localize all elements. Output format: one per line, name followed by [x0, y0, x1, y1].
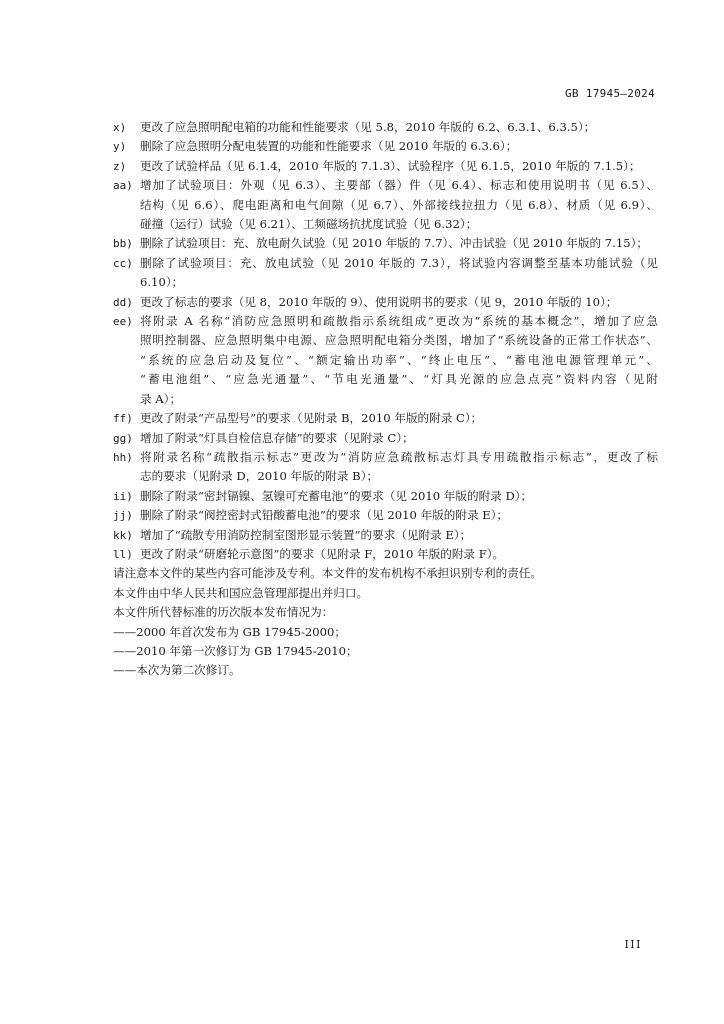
change-item-text: [140, 545, 658, 564]
change-item-line: 删除了附录“阀控密封式铅酸蓄电池”的要求（见 2010 年版的附录 E）；: [140, 508, 509, 523]
change-item-line: 更改了应急照明配电箱的功能和性能要求（见 5.8，2010 年版的 6.2、6.3.1、6.3.5）；: [140, 120, 596, 134]
change-item-text: [140, 506, 658, 525]
change-item: [113, 448, 658, 487]
change-item-label: kk): [113, 528, 133, 542]
change-item-text: [140, 157, 658, 176]
change-item-line: 增加了附录“灯具自检信息存储”的要求（见附录 C）；: [140, 430, 414, 445]
change-item-text: [140, 137, 658, 156]
change-item-text: [140, 448, 658, 487]
change-item-line: 删除了试验项目：充、放电耐久试验（见 2010 年版的 7.7）、冲击试验（见 2010 年版的 7.15）；: [140, 236, 648, 251]
change-item-text: [140, 312, 658, 409]
change-item-text: [140, 176, 658, 234]
change-item: [113, 545, 658, 564]
change-item-line: 增加了“疏散专用消防控制室图形显示装置”的要求（见附录 E）；: [140, 527, 472, 542]
change-item: [113, 506, 658, 525]
change-item-text: [140, 234, 658, 253]
change-item-line: “蓄电池组”、“应急光通量”、“节电光通量”、“灯具光源的应急点亮”资料内容（见附: [140, 372, 658, 387]
change-item-label: dd): [113, 295, 133, 309]
change-item: [113, 409, 658, 428]
change-item-label: ll): [113, 547, 133, 561]
change-item-line: 结构（见 6.6）、爬电距离和电气间隙（见 6.7）、外部接线拉扭力（见 6.8）、材质（见 6.9）、: [140, 197, 658, 212]
change-item-label: ii): [113, 489, 133, 503]
history-item: ——2000 年首次发布为 GB 17945-2000；: [113, 624, 346, 639]
change-item: [113, 429, 658, 448]
change-item-text: [140, 254, 658, 293]
change-item: [113, 312, 658, 409]
document-body: [113, 118, 658, 681]
change-item-label: ff): [113, 412, 133, 426]
change-item-label: gg): [113, 431, 133, 445]
change-item-line: 照明控制器、应急照明集中电源、应急照明配电箱分类图，增加了“系统设备的正常工作状态”、: [140, 333, 658, 348]
change-item-label: aa): [113, 179, 133, 193]
change-item-line: 删除了试验项目：充、放电试验（见 2010 年版的 7.3），将试验内容调整至基本功能试验（见: [140, 255, 658, 270]
change-item-label: jj): [113, 509, 133, 523]
history-intro: 本文件所代替标准的历次版本发布情况为：: [113, 605, 334, 620]
change-item-line: 6.10）；: [140, 275, 184, 290]
standard-number-header: GB 17945—2024: [565, 87, 655, 100]
change-item-text: [140, 526, 658, 545]
change-item-line: 更改了附录“研磨轮示意图”的要求（见附录 F，2010 年版的附录 F）。: [140, 546, 505, 561]
change-item: [113, 234, 658, 253]
change-item-line: 删除了附录“密封镉镍、氢镍可充蓄电池”的要求（见 2010 年版的附录 D）；: [140, 488, 533, 503]
page-number: III: [624, 938, 642, 951]
change-item-line: “系统的应急启动及复位”、“额定输出功率”、“终止电压”、“蓄电池电源管理单元”、: [140, 352, 658, 367]
change-item: [113, 118, 658, 137]
change-item: [113, 137, 658, 156]
change-item-line: 更改了标志的要求（见 8，2010 年版的 9）、使用说明书的要求（见 9，2010 年版的 10）；: [140, 294, 618, 309]
change-item-line: 碰撞（运行）试验（见 6.21）、工频磁场抗扰度试验（见 6.32）；: [140, 217, 478, 232]
change-item: [113, 157, 658, 176]
patent-notice: 请注意本文件的某些内容可能涉及专利。本文件的发布机构不承担识别专利的责任。: [113, 566, 542, 581]
change-item-label: ee): [113, 315, 133, 329]
change-item-line: 将附录名称“疏散指示标志”更改为“消防应急疏散标志灯具专用疏散指示标志”，更改了标: [140, 449, 658, 464]
change-item-line: 录 A）；: [140, 391, 182, 406]
history-item: ——2010 年第一次修订为 GB 17945-2010；: [113, 643, 358, 658]
change-item-text: [140, 429, 658, 448]
change-item-line: 更改了附录“产品型号”的要求（见附录 B，2010 年版的附录 C）；: [140, 411, 483, 426]
change-item-label: bb): [113, 237, 133, 251]
change-item: [113, 176, 658, 234]
change-item-label: x): [113, 121, 127, 134]
change-item: [113, 487, 658, 506]
change-item-text: [140, 293, 658, 312]
change-item-text: [140, 487, 658, 506]
change-item-line: 将附录 A 名称“消防应急照明和疏散指示系统组成”更改为“系统的基本概念”，增加了应急: [140, 314, 658, 329]
change-item-line: 更改了试验样品（见 6.1.4，2010 年版的 7.1.3）、试验程序（见 6.1.5，2010 年版的 7.1.5）；: [140, 158, 641, 173]
change-item-text: [140, 118, 658, 137]
proposer-statement: 本文件由中华人民共和国应急管理部提出并归口。: [113, 585, 369, 600]
change-item: [113, 254, 658, 293]
change-item-label: y): [113, 140, 127, 154]
change-item-label: z): [113, 159, 127, 173]
change-item-line: 志的要求（见附录 D，2010 年版的附录 B）；: [140, 469, 379, 484]
history-item: ——本次为第二次修订。: [113, 663, 241, 678]
change-item: [113, 293, 658, 312]
change-item-line: 增加了试验项目：外观（见 6.3）、主要部（器）件（见 6.4）、标志和使用说明书（见 6.5）、: [140, 178, 658, 193]
change-item-text: [140, 409, 658, 428]
change-list: [113, 118, 658, 564]
change-item-label: hh): [113, 450, 133, 464]
change-item-line: 删除了应急照明分配电装置的功能和性能要求（见 2010 年版的 6.3.6）；: [140, 139, 518, 154]
change-item: [113, 526, 658, 545]
change-item-label: cc): [113, 256, 133, 270]
